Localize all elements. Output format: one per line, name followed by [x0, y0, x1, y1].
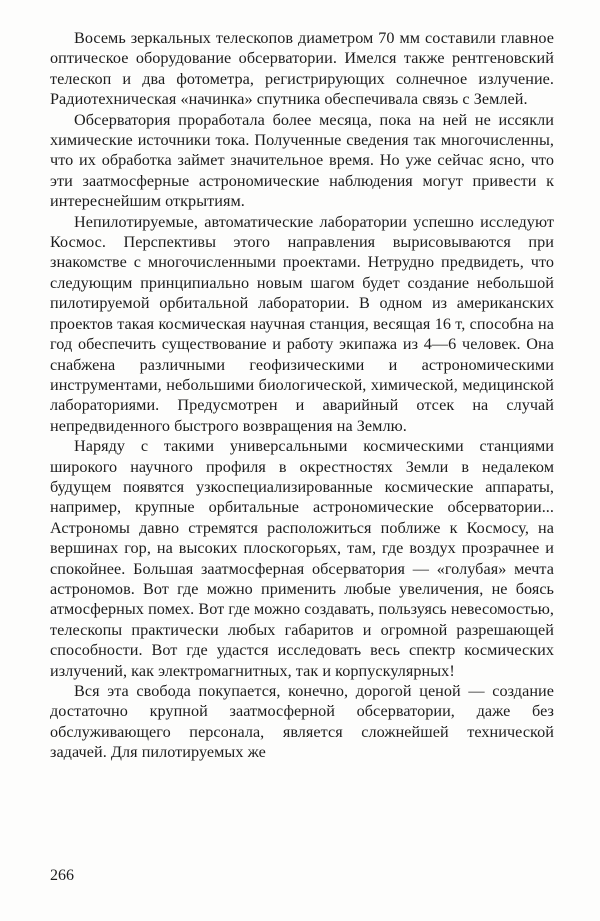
- paragraph-3: Непилотируемые, автоматические лаборатории успешно исследуют Космос. Перспективы этого направления вырисовываются при знакомстве с многочисленными проектами. Нетрудно предвидеть, что следующим принципиально новым шагом будет создание небольшой пилотируемой орбитальной лаборатории. В одном из американских проектов такая космическая научная станция, весящая 16 т, способна на год обеспечить существование и работу экипажа из 4—6 человек. Она снабжена различными геофизическими и астрономическими инструментами, небольшими биологической, химической, медицинской лабораториями. Предусмотрен и аварийный отсек на случай непредвиденного быстрого возвращения на Землю.: [50, 212, 554, 435]
- paragraph-4: Наряду с такими универсальными космическими станциями широкого научного профиля в окрестностях Земли в недалеком будущем появятся узкоспециализированные космические аппараты, например, крупные орбитальные астрономические обсерватории... Астрономы давно стремятся расположиться поближе к Космосу, на вершинах гор, на высоких плоскогорьях, там, где воздух прозрачнее и спокойнее. Большая заатмосферная обсерватория — «голубая» мечта астрономов. Вот где можно применить любые увеличения, не боясь атмосферных помех. Вот где можно создавать, пользуясь невесомостью, телескопы практически любых габаритов и огромной разрешающей способности. Вот где удастся исследовать весь спектр космических излучений, как электромагнитных, так и корпускулярных!: [50, 437, 554, 680]
- paragraph-1: Восемь зеркальных телескопов диаметром 70 мм составили главное оптическое оборудование обсерватории. Имелся также рентгеновский телескоп и два фотометра, регистрирующих солнечное излучение. Радиотехническая «начинка» спутника обеспечивала связь с Землей.: [50, 29, 554, 109]
- paragraph-2: Обсерватория проработала более месяца, пока на ней не иссякли химические источники тока. Полученные сведения так многочисленны, что их обработка займет значительное время. Но уже сейчас ясно, что эти заатмосферные астрономические наблюдения могут привести к интереснейшим открытиям.: [50, 110, 554, 211]
- paragraph-5: Вся эта свобода покупается, конечно, дорогой ценой — создание достаточно крупной заатмосферной обсерватории, даже без обслуживающего персонала, является сложнейшей технической задачей. Для пилотируемых же: [50, 682, 554, 762]
- page-number: 266: [50, 867, 74, 884]
- body-text: [50, 28, 554, 763]
